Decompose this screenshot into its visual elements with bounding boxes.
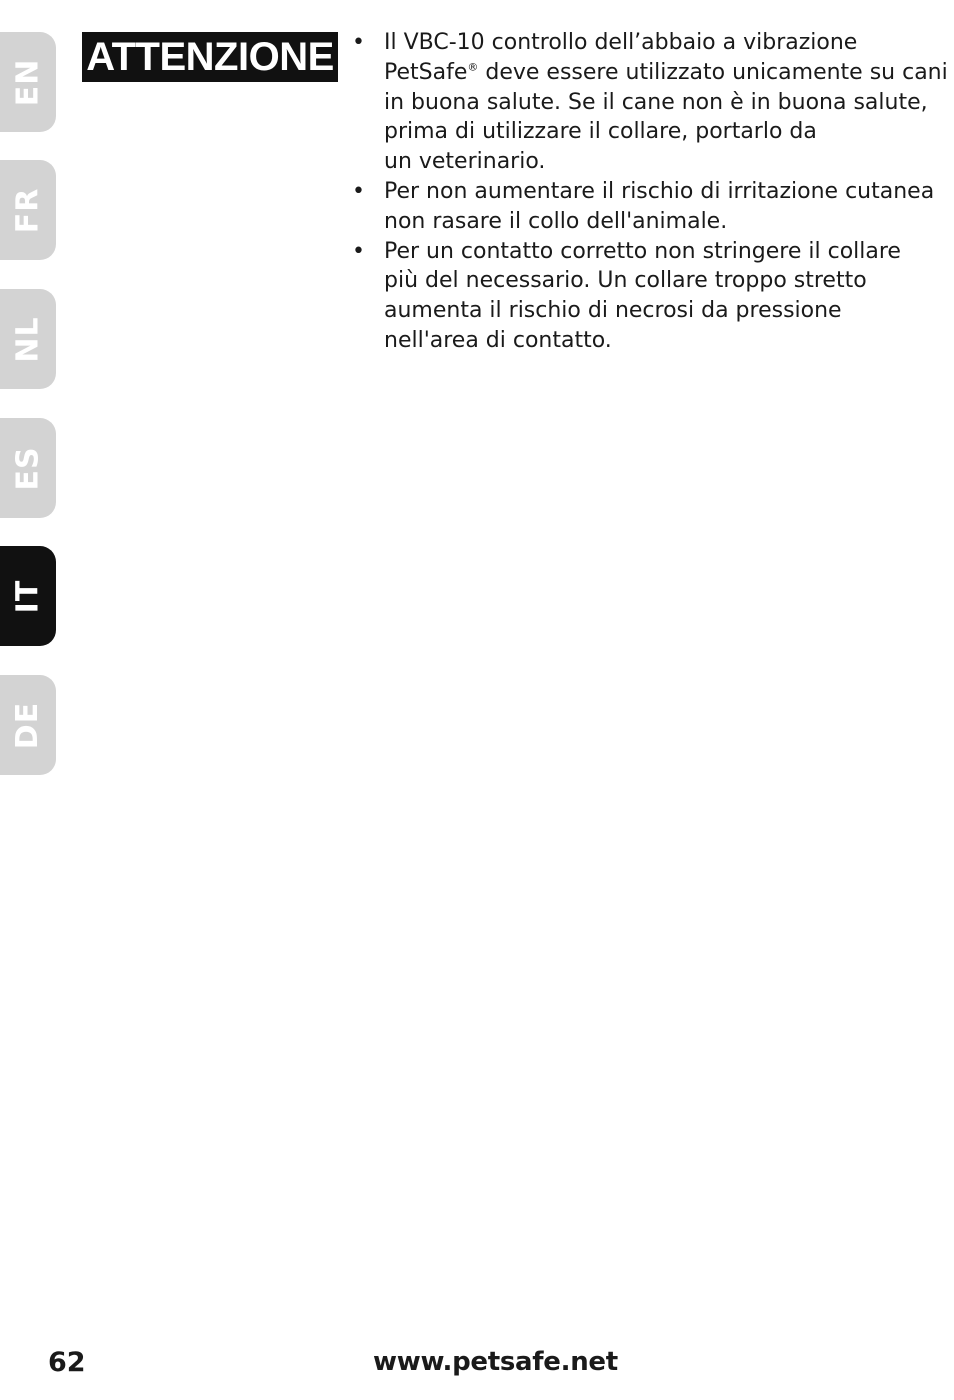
warning-text-fragment: deve essere utilizzato unicamente su cani bbox=[478, 59, 948, 85]
bullet-icon: • bbox=[352, 178, 365, 204]
warning-list bbox=[352, 28, 948, 356]
tab-de-label: DE bbox=[10, 701, 46, 749]
warning-item-skin-irritation bbox=[352, 177, 935, 237]
warning-text-line: un veterinario. bbox=[384, 149, 546, 175]
warning-text-line: non rasare il collo dell'animale. bbox=[384, 208, 728, 234]
warning-item-collar-fit bbox=[352, 237, 932, 356]
warning-text-line: in buona salute. Se il cane non è in buona salute, bbox=[384, 89, 928, 115]
warning-text-line: più del necessario. Un collare troppo stretto bbox=[384, 268, 867, 294]
warning-item-healthy-dogs bbox=[352, 28, 948, 177]
tab-nl-label: NL bbox=[10, 315, 46, 363]
tab-fr[interactable] bbox=[0, 160, 56, 260]
tab-en[interactable] bbox=[0, 32, 56, 132]
tab-es-label: ES bbox=[10, 445, 46, 491]
tab-fr-label: FR bbox=[10, 187, 46, 233]
page-number: 62 bbox=[48, 1347, 86, 1378]
registered-mark: ® bbox=[467, 60, 479, 74]
footer-url[interactable]: www.petsafe.net bbox=[373, 1347, 618, 1377]
warning-text-line: nell'area di contatto. bbox=[384, 327, 612, 353]
bullet-icon: • bbox=[352, 238, 365, 264]
warning-heading: ATTENZIONE bbox=[82, 32, 338, 82]
bullet-icon: • bbox=[352, 30, 365, 55]
tab-de[interactable] bbox=[0, 675, 56, 775]
tab-en-label: EN bbox=[10, 58, 46, 106]
warning-text-line: Il VBC-10 controllo dell’abbaio a vibrazione bbox=[384, 30, 858, 55]
warning-text-line bbox=[384, 58, 948, 88]
tab-it[interactable] bbox=[0, 546, 56, 646]
warning-text-line: aumenta il rischio di necrosi da pressione bbox=[384, 298, 842, 324]
language-tabs bbox=[0, 0, 60, 800]
warning-text-line: prima di utilizzare il collare, portarlo da bbox=[384, 119, 817, 145]
brand-name: PetSafe bbox=[384, 59, 468, 85]
warning-text-line: Per un contatto corretto non stringere il collare bbox=[384, 238, 901, 264]
tab-es[interactable] bbox=[0, 418, 56, 518]
tab-it-label: IT bbox=[10, 579, 46, 613]
tab-nl[interactable] bbox=[0, 289, 56, 389]
warning-text-line: Per non aumentare il rischio di irritazione cutanea bbox=[384, 178, 935, 204]
